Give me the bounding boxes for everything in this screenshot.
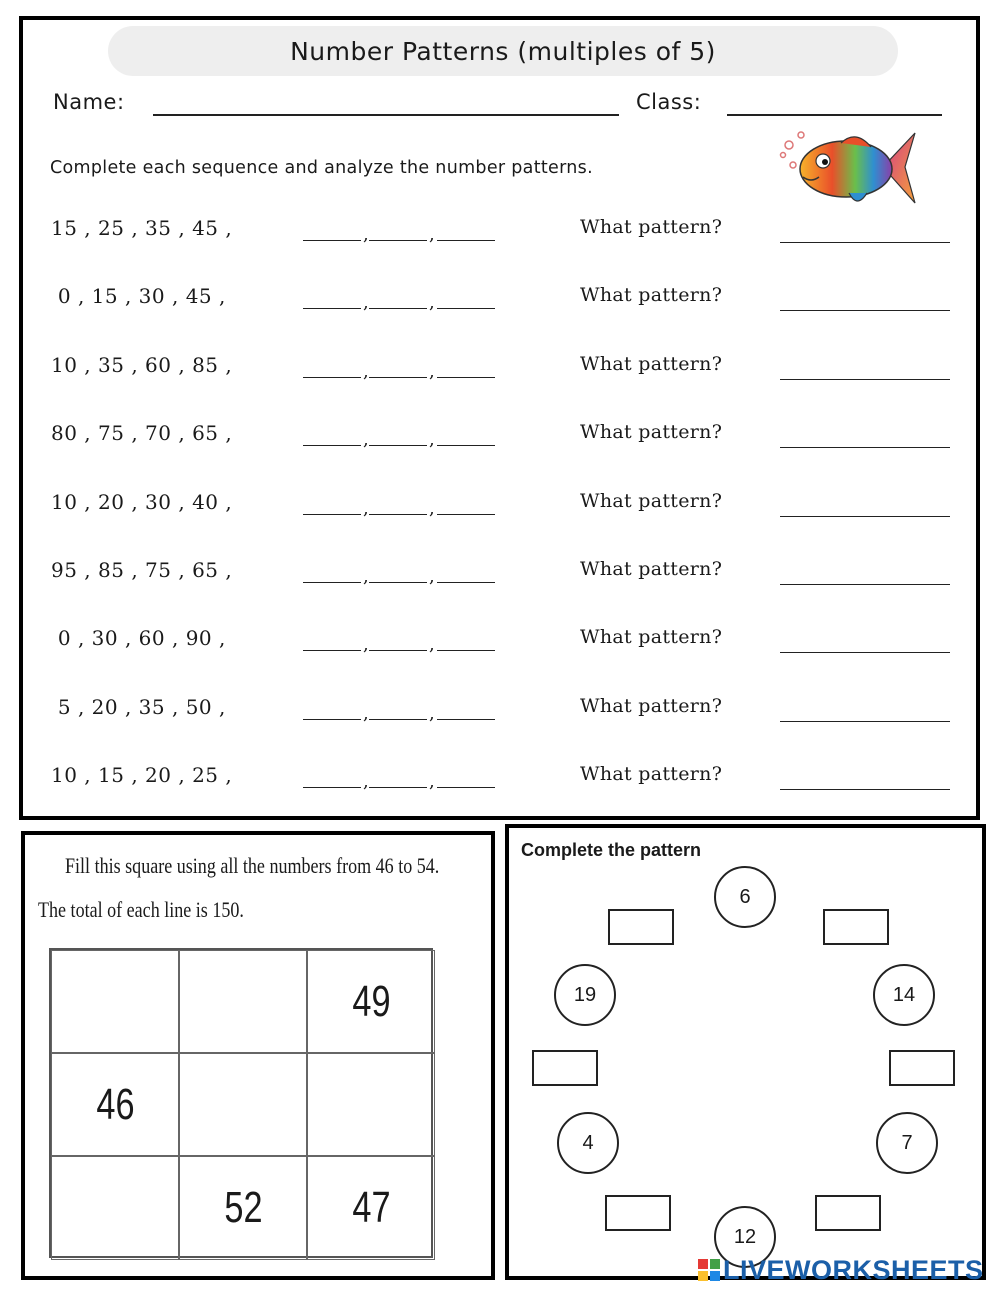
sequence-blank[interactable] bbox=[437, 445, 495, 446]
pattern-question: What pattern? bbox=[580, 490, 723, 512]
sequence-comma: , bbox=[363, 292, 369, 313]
pattern-answer-line[interactable] bbox=[780, 242, 950, 243]
sequence-blank[interactable] bbox=[437, 240, 495, 241]
sequence-row bbox=[23, 415, 976, 455]
magic-cell[interactable] bbox=[51, 1156, 179, 1260]
pattern-answer-line[interactable] bbox=[780, 310, 950, 311]
magic-cell[interactable] bbox=[179, 950, 307, 1053]
sequence-numbers: 10 , 15 , 20 , 25 , bbox=[51, 763, 233, 787]
magic-cell: 49 bbox=[307, 950, 435, 1053]
sequence-numbers: 0 , 30 , 60 , 90 , bbox=[51, 626, 226, 650]
number-circle: 6 bbox=[714, 866, 776, 928]
sequence-comma: , bbox=[363, 703, 369, 724]
sequence-blank[interactable] bbox=[303, 445, 361, 446]
pattern-question: What pattern? bbox=[580, 695, 723, 717]
pattern-answer-line[interactable] bbox=[780, 379, 950, 380]
sequence-blank[interactable] bbox=[303, 240, 361, 241]
sequence-comma: , bbox=[363, 224, 369, 245]
number-circle: 7 bbox=[876, 1112, 938, 1174]
sequence-list bbox=[23, 20, 976, 816]
pattern-answer-line[interactable] bbox=[780, 447, 950, 448]
number-patterns-panel bbox=[19, 16, 980, 820]
worksheet-title: Number Patterns (multiples of 5) bbox=[108, 26, 898, 76]
sequence-row bbox=[23, 689, 976, 729]
sequence-comma: , bbox=[363, 429, 369, 450]
pattern-answer-box[interactable] bbox=[823, 909, 889, 945]
sequence-blank[interactable] bbox=[303, 719, 361, 720]
circle-pattern-panel bbox=[505, 824, 986, 1280]
pattern-answer-box[interactable] bbox=[532, 1050, 598, 1086]
sequence-row bbox=[23, 757, 976, 797]
magic-cell: 47 bbox=[307, 1156, 435, 1260]
pattern-question: What pattern? bbox=[580, 626, 723, 648]
magic-cell[interactable] bbox=[51, 950, 179, 1053]
sequence-blank[interactable] bbox=[303, 787, 361, 788]
pattern-question: What pattern? bbox=[580, 763, 723, 785]
sequence-blank[interactable] bbox=[437, 787, 495, 788]
sequence-blank[interactable] bbox=[369, 514, 427, 515]
sequence-comma: , bbox=[429, 634, 435, 655]
sequence-comma: , bbox=[429, 566, 435, 587]
sequence-comma: , bbox=[429, 361, 435, 382]
sequence-comma: , bbox=[363, 566, 369, 587]
pattern-answer-line[interactable] bbox=[780, 584, 950, 585]
sequence-comma: , bbox=[429, 498, 435, 519]
sequence-blank[interactable] bbox=[369, 582, 427, 583]
sequence-blank[interactable] bbox=[369, 377, 427, 378]
sequence-row bbox=[23, 552, 976, 592]
magic-square-instruction-line1: Fill this square using all the numbers from 46 to 54. bbox=[65, 853, 440, 878]
sequence-blank[interactable] bbox=[303, 650, 361, 651]
sequence-blank[interactable] bbox=[437, 514, 495, 515]
sequence-blank[interactable] bbox=[303, 582, 361, 583]
sequence-numbers: 5 , 20 , 35 , 50 , bbox=[51, 695, 226, 719]
sequence-blank[interactable] bbox=[437, 650, 495, 651]
magic-cell: 46 bbox=[51, 1053, 179, 1156]
sequence-comma: , bbox=[363, 634, 369, 655]
pattern-answer-box[interactable] bbox=[605, 1195, 671, 1231]
sequence-blank[interactable] bbox=[437, 719, 495, 720]
sequence-comma: , bbox=[429, 224, 435, 245]
pattern-question: What pattern? bbox=[580, 353, 723, 375]
pattern-answer-line[interactable] bbox=[780, 516, 950, 517]
sequence-comma: , bbox=[363, 498, 369, 519]
magic-square-panel bbox=[21, 831, 495, 1280]
sequence-blank[interactable] bbox=[369, 650, 427, 651]
pattern-answer-box[interactable] bbox=[815, 1195, 881, 1231]
sequence-blank[interactable] bbox=[303, 514, 361, 515]
number-circle: 4 bbox=[557, 1112, 619, 1174]
pattern-answer-box[interactable] bbox=[608, 909, 674, 945]
sequence-numbers: 80 , 75 , 70 , 65 , bbox=[51, 421, 233, 445]
number-circle: 19 bbox=[554, 964, 616, 1026]
pattern-question: What pattern? bbox=[580, 558, 723, 580]
sequence-comma: , bbox=[363, 361, 369, 382]
sequence-blank[interactable] bbox=[437, 377, 495, 378]
sequence-blank[interactable] bbox=[369, 445, 427, 446]
sequence-numbers: 15 , 25 , 35 , 45 , bbox=[51, 216, 233, 240]
sequence-row bbox=[23, 278, 976, 318]
sequence-row bbox=[23, 210, 976, 250]
magic-cell[interactable] bbox=[307, 1053, 435, 1156]
sequence-comma: , bbox=[429, 429, 435, 450]
magic-cell[interactable] bbox=[179, 1053, 307, 1156]
number-circle: 12 bbox=[714, 1206, 776, 1268]
sequence-blank[interactable] bbox=[369, 240, 427, 241]
sequence-blank[interactable] bbox=[437, 582, 495, 583]
watermark-text: LIVEWORKSHEETS bbox=[723, 1255, 984, 1285]
sequence-blank[interactable] bbox=[369, 787, 427, 788]
liveworksheets-watermark bbox=[697, 1255, 984, 1286]
sequence-blank[interactable] bbox=[369, 308, 427, 309]
pattern-answer-line[interactable] bbox=[780, 652, 950, 653]
magic-square-instruction-line2: The total of each line is 150. bbox=[38, 897, 244, 922]
instruction-text: Complete each sequence and analyze the number patterns. bbox=[50, 158, 593, 178]
sequence-blank[interactable] bbox=[303, 308, 361, 309]
sequence-blank[interactable] bbox=[437, 308, 495, 309]
number-circle: 14 bbox=[873, 964, 935, 1026]
sequence-row bbox=[23, 484, 976, 524]
magic-square-grid bbox=[49, 948, 433, 1258]
name-label: Name: bbox=[53, 90, 125, 114]
magic-cell: 52 bbox=[179, 1156, 307, 1260]
pattern-question: What pattern? bbox=[580, 284, 723, 306]
pattern-question: What pattern? bbox=[580, 421, 723, 443]
class-label: Class: bbox=[636, 90, 702, 114]
sequence-comma: , bbox=[429, 292, 435, 313]
liveworksheets-logo-icon bbox=[697, 1258, 721, 1282]
sequence-numbers: 95 , 85 , 75 , 65 , bbox=[51, 558, 233, 582]
sequence-numbers: 10 , 20 , 30 , 40 , bbox=[51, 490, 233, 514]
sequence-numbers: 10 , 35 , 60 , 85 , bbox=[51, 353, 233, 377]
pattern-answer-box[interactable] bbox=[889, 1050, 955, 1086]
sequence-numbers: 0 , 15 , 30 , 45 , bbox=[51, 284, 226, 308]
circle-pattern-title: Complete the pattern bbox=[521, 840, 702, 860]
sequence-blank[interactable] bbox=[369, 719, 427, 720]
sequence-comma: , bbox=[429, 703, 435, 724]
pattern-answer-line[interactable] bbox=[780, 721, 950, 722]
sequence-row bbox=[23, 620, 976, 660]
sequence-comma: , bbox=[429, 771, 435, 792]
pattern-question: What pattern? bbox=[580, 216, 723, 238]
sequence-blank[interactable] bbox=[303, 377, 361, 378]
sequence-row bbox=[23, 347, 976, 387]
pattern-answer-line[interactable] bbox=[780, 789, 950, 790]
sequence-comma: , bbox=[363, 771, 369, 792]
